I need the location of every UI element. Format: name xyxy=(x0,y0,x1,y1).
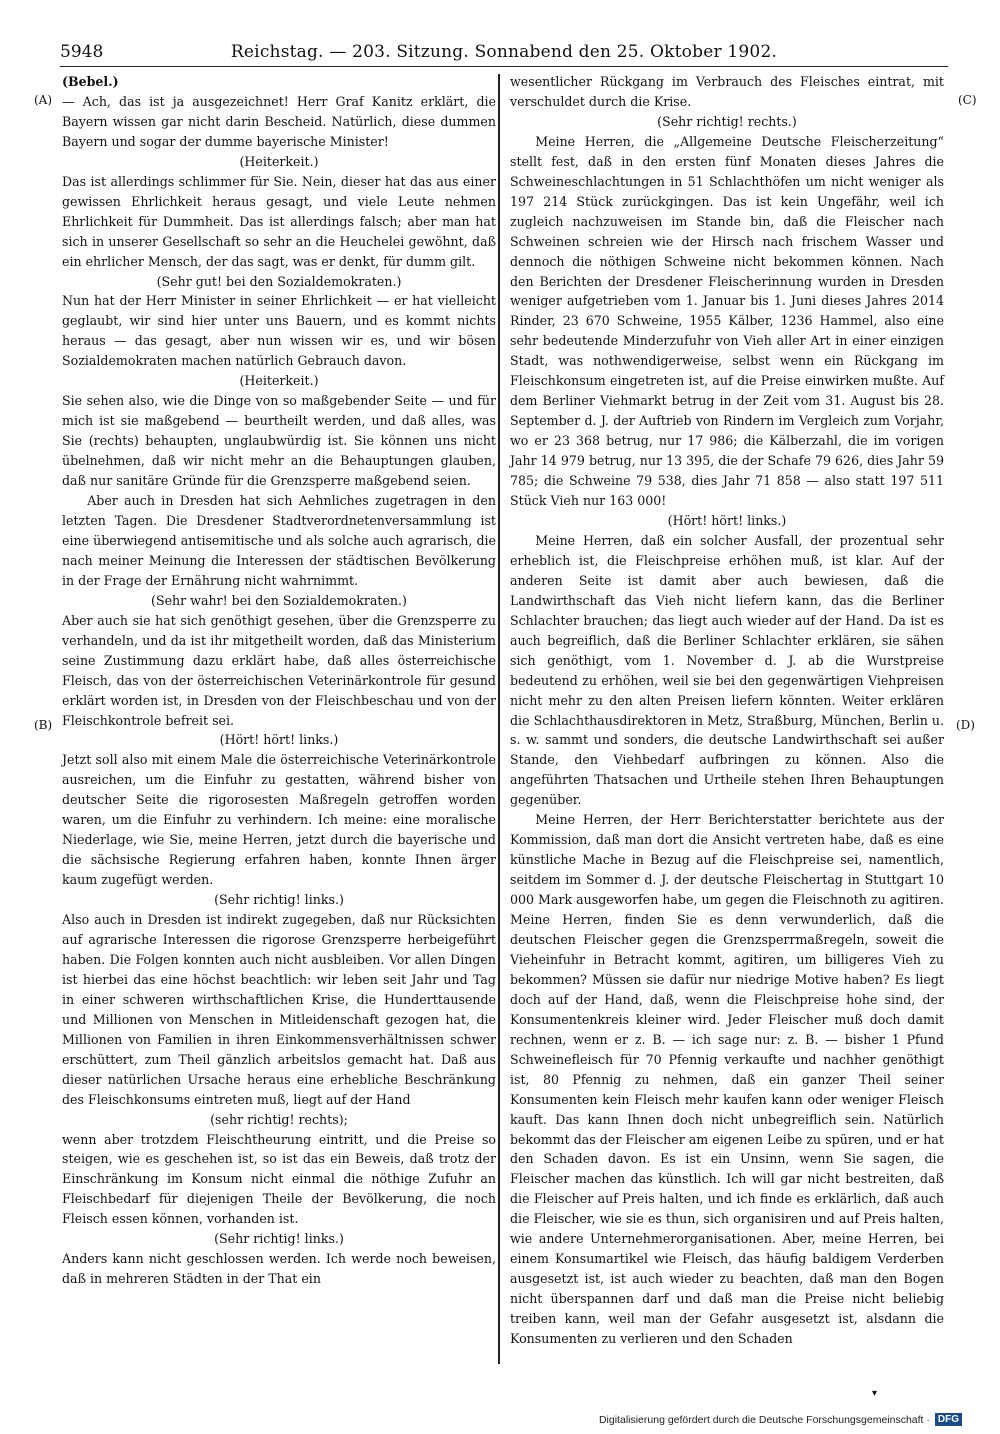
column-divider xyxy=(498,74,500,1364)
interjection: (Sehr richtig! links.) xyxy=(214,892,344,908)
paragraph: Jetzt soll also mit einem Male die österreichische Veterinärkontrole ausreichen, um die Einfuhr zu gestatten, während bisher von deutscher Seite die rigorosesten Maßregeln getroffen worden waren, um die Einfuhr zu verhindern. Ich meine: eine moralische Niederlage, wie Sie, meine Herren, jetzt durch die bayerische und die sächsische Regierung erfahren haben, konnte Ihnen ärger kaum zugefügt werden. xyxy=(62,752,496,888)
paragraph: Anders kann nicht geschlossen werden. Ich werde noch beweisen, daß in mehreren Städten in der That ein xyxy=(62,1251,496,1287)
margin-marker-c: (C) xyxy=(958,93,977,107)
speaker-name: (Bebel.) xyxy=(62,74,119,89)
interjection: (Sehr richtig! rechts.) xyxy=(657,113,797,129)
print-mark: ▾ xyxy=(872,1388,878,1399)
paragraph: Also auch in Dresden ist indirekt zugegeben, daß nur Rücksichten auf agrarische Interessen die rigorose Grenzsperre herbeigeführt haben. Die Folgen konnten auch nicht ausbleiben. Vor allen Dingen ist hierbei das eine höchst beachtlich: wir leben seit Jahr und Tag in einer schweren wirthschaftlichen Krise, die Hunderttausende und Millionen von Menschen in Mitleidenschaft gezogen hat, die Millionen von Familien in ihren Einkommensverhältnissen schwer erschüttert, zum Theil gänzlich arbeitslos gemacht hat. Daß aus dieser natürlichen Ursache heraus eine erhebliche Beschränkung des Fleischkonsums eintreten muß, liegt auf der Hand xyxy=(62,912,496,1107)
right-column xyxy=(510,72,944,1349)
interjection: (Heiterkeit.) xyxy=(239,373,319,389)
interjection: (Heiterkeit.) xyxy=(239,153,319,169)
paragraph: Aber auch sie hat sich genöthigt gesehen, über die Grenzsperre zu verhandeln, und da ist ihr mitgetheilt worden, daß das Ministerium seine Zustimmung dazu erklärt habe, daß alles österreichische Fleisch, das von der österreichischen Veterinärkontrole für gesund erklärt worden ist, in Dresden von der Fleischbeschau und von der Fleischkontrole befreit sei. xyxy=(62,612,496,728)
paragraph: — Ach, das ist ja ausgezeichnet! Herr Graf Kanitz erklärt, die Bayern wissen gar nicht darin Bescheid. Natürlich, diese dummen Bayern und sogar der dumme bayerische Minister! xyxy=(62,93,496,149)
paragraph: Nun hat der Herr Minister in seiner Ehrlichkeit — er hat vielleicht geglaubt, wir sind hier unter uns Bauern, und es kommt nichts heraus — das gesagt, aber nun wissen wir es, und wir bösen Sozialdemokraten machen natürlich Gebrauch davon. xyxy=(62,293,496,369)
interjection: (sehr richtig! rechts); xyxy=(210,1111,348,1127)
paragraph: Das ist allerdings schlimmer für Sie. Nein, dieser hat das aus einer gewissen Ehrlichkeit heraus gesagt, und viele Leute nehmen Ehrlichkeit für Dummheit. Das ist allerdings falsch; aber man hat sich in unserer Gesellschaft so sehr an die Heuchelei gewöhnt, daß ein ehrlicher Mensch, der das sagt, was er denkt, für dumm gilt. xyxy=(62,173,496,269)
page-number: 5948 xyxy=(60,42,104,62)
margin-marker-b: (B) xyxy=(34,718,53,732)
interjection: (Sehr wahr! bei den Sozialdemokraten.) xyxy=(151,592,407,608)
footer-credit xyxy=(599,1413,962,1426)
interjection: (Hört! hört! links.) xyxy=(667,512,787,528)
paragraph: Meine Herren, der Herr Berichterstatter berichtete aus der Kommission, daß man dort die Ansicht vertreten habe, daß es eine künstliche Mache in Bezug auf die Fleischpreise sei, namentlich, seitdem im Sommer d. J. der deutsche Fleischertag in Stuttgart 10 000 Mark ausgeworfen habe, um gegen die Fleischnoth zu agitiren. Meine Herren, finden Sie es denn verwunderlich, daß die deutschen Fleischer gegen die Grenzsperrmaßregeln, soweit die Vieheinfuhr in Betracht kommt, agitiren, um billigeres Vieh zu bekommen? Müssen sie dafür nur niedrige Motive haben? Es liegt doch auf der Hand, daß, wenn die Fleischpreise hohe sind, der Konsumentenkreis kleiner wird. Jeder Fleischer muß doch damit rechnen, wenn er z. B. — ich sage nur: z. B. — bisher 1 Pfund Schweinefleisch für 70 Pfennig verkaufte und nachher genöthigt ist, 80 Pfennig zu nehmen, daß ein ganzer Theil seiner Konsumenten kein Fleisch mehr kaufen kann oder weniger Fleisch kauft. Das kann Ihnen doch nicht unbegreiflich sein. Natürlich bekommt das der Fleischer am eigenen Leibe zu spüren, und er hat den Schaden davon. Es ist ein Unsinn, wenn Sie sagen, die Fleischer machen das künstlich. Ich will gar nicht bestreiten, daß die Fleischer auf Preis halten, und ich finde es erklärlich, daß auch die Fleischer, wie sie es thun, sich organisiren und auf Preis halten, wie andere Unternehmerorganisationen. Aber, meine Herren, bei einem Konsumartikel wie Fleisch, das häufig baldigem Verderben ausgesetzt ist, ist auch wieder zu beachten, daß man den Bogen nicht überspannen darf und daß man die Preise nicht beliebig treiben kann, weil man der Gefahr ausgesetzt ist, alsdann die Konsumenten zu verlieren und den Schaden xyxy=(510,812,944,1347)
running-title: Reichstag. — 203. Sitzung. Sonnabend den 25. Oktober 1902. xyxy=(230,42,778,62)
page-header xyxy=(60,40,948,67)
margin-marker-a: (A) xyxy=(34,93,53,107)
paragraph: wesentlicher Rückgang im Verbrauch des Fleisches eintrat, mit verschuldet durch die Krise. xyxy=(510,74,944,109)
interjection: (Hört! hört! links.) xyxy=(219,732,339,748)
paragraph: Meine Herren, daß ein solcher Ausfall, der prozentual sehr erheblich ist, die Fleischpreise erhöhen muß, ist klar. Auf der anderen Seite ist damit aber auch bewiesen, daß die Landwirthschaft das Vieh nicht liefern kann, das die Berliner Schlachter brauchen; das liegt auch wieder auf der Hand. Da ist es auch begreiflich, daß die Berliner Schlachter erklären, sie sähen sich genöthigt, vom 1. November d. J. ab die Wurstpreise bedeutend zu erhöhen, weil sie bei den gegenwärtigen Viehpreisen nicht mehr zu den alten Preisen liefern könnten. Weiter erklären die Schlachthausdirektoren in Metz, Straßburg, München, Berlin u. s. w. sammt und sonders, die deutsche Landwirthschaft sei außer Stande, den Viehbedarf aufbringen zu können. Also die angeführten Thatsachen und Urtheile stehen Ihren Behauptungen gegenüber. xyxy=(510,532,944,808)
interjection: (Sehr richtig! links.) xyxy=(214,1231,344,1247)
paragraph: Meine Herren, die „Allgemeine Deutsche Fleischerzeitung“ stellt fest, daß in den ersten fünf Monaten dieses Jahres die Schweineschlachtungen in 51 Schlachthöfen um nicht weniger als 197 214 Stück zurückgingen. Das ist kein Ungefähr, weil ich zugleich nachzuweisen im Stande bin, daß die Fleischer nach Schweinen schreien wie der Hirsch nach frischem Wasser und dennoch die nöthigen Schweine nicht bekommen können. Nach den Berichten der Dresdener Fleischerinnung wurden in Dresden weniger aufgetrieben vom 1. Januar bis 1. Juni dieses Jahres 2014 Rinder, 23 670 Schweine, 1955 Kälber, 1236 Hammel, also eine sehr bedeutende Minderzufuhr von Vieh aller Art in einer einzigen Stadt, was nothwendigerweise, selbst wenn ein Rückgang im Fleischkonsum eingetreten ist, auf die Preise einwirken mußte. Auf dem Berliner Viehmarkt betrug in der Zeit vom 31. August bis 28. September d. J. der Auftrieb von Rindern im Vergleich zum Vorjahr, wo er 23 368 betrug, nur 17 986; die Kälberzahl, die im vorigen Jahr 14 979 betrug, nur 13 395, die der Schafe 79 626, dies Jahr 59 785; die Schweine 79 538, dies Jahr 71 858 — also statt 197 511 Stück Vieh nur 163 000! xyxy=(510,133,944,509)
footer-credit-text: Digitalisierung gefördert durch die Deutsche Forschungsgemeinschaft · xyxy=(598,1413,930,1426)
paragraph: wenn aber trotzdem Fleischtheurung eintritt, und die Preise so steigen, wie es geschehen ist, so ist das ein Beweis, daß trotz der Einschränkung im Konsum nicht einmal die nöthige Zufuhr an Fleischbedarf für diejenigen Theile der Bevölkerung, die noch Fleisch essen können, vorhanden ist. xyxy=(62,1131,496,1227)
left-column xyxy=(62,72,496,1289)
paragraph: Aber auch in Dresden hat sich Aehnliches zugetragen in den letzten Tagen. Die Dresdener Stadtverordnetenversammlung ist eine überwiegend antisemitische und als solche auch agrarisch, die nach meiner Meinung die Interessen der städtischen Bevölkerung in der Frage der Ernährung nicht wahrnimmt. xyxy=(62,493,496,588)
interjection: (Sehr gut! bei den Sozialdemokraten.) xyxy=(156,273,402,289)
dfg-logo: DFG xyxy=(935,1413,962,1426)
paragraph: Sie sehen also, wie die Dinge von so maßgebender Seite — und für mich ist sie maßgebend — beurtheilt werden, und daß alles, was Sie (rechts) behaupten, unglaubwürdig ist. Sie können uns nicht übelnehmen, daß wir nicht mehr an die Behauptungen glauben, daß nur sanitäre Gründe für die Grenzsperre maßgebend seien. xyxy=(62,393,496,489)
margin-marker-d: (D) xyxy=(956,718,975,732)
